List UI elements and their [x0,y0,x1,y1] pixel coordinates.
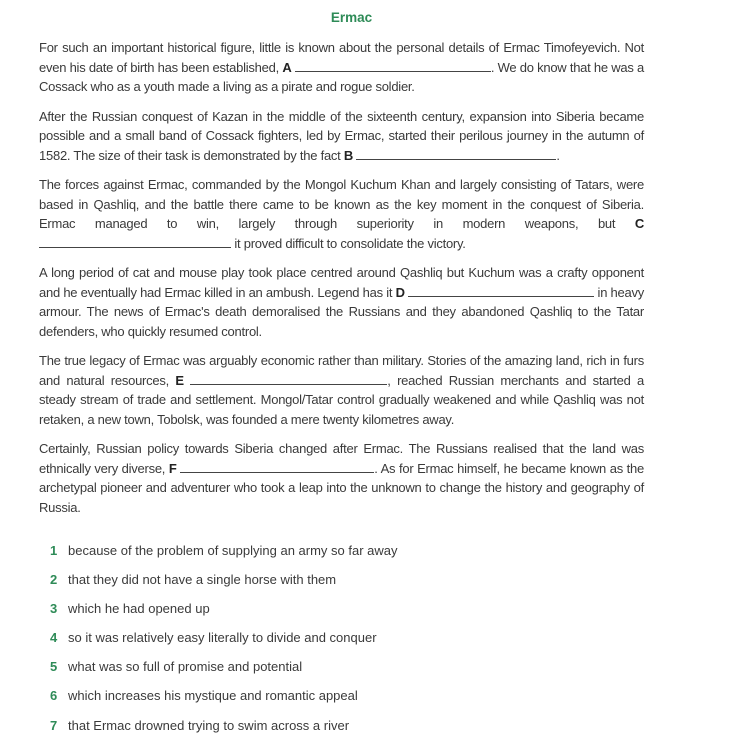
option-text: which he had opened up [68,601,210,617]
gap-blank-b[interactable] [356,146,556,160]
gap-label-c: C [634,216,644,231]
gap-label-d: D [395,284,405,300]
gap-blank-a[interactable] [295,58,491,72]
paragraph-text: A long period of cat and mouse play took place centred around Qashliq but Kuchum was a crafty opponent and he eventually had Ermac killed in an ambush. Legend has it [39,265,644,300]
paragraph-text: The true legacy of Ermac was arguably economic rather than military. Stories of the amazing land, rich in furs and natural resources, [39,353,644,388]
option-number: 2 [50,572,58,588]
option-item[interactable] [50,686,398,715]
option-number: 7 [50,717,58,733]
option-item[interactable] [50,570,398,599]
article-body [39,38,644,527]
option-item[interactable] [50,628,398,657]
option-text: that they did not have a single horse with them [68,572,337,588]
paragraph-b [39,107,644,166]
option-item[interactable] [50,657,398,686]
gap-blank-e[interactable] [190,371,387,385]
paragraph-text: it proved difficult to consolidate the victory. [231,235,466,251]
paragraph-a [39,38,644,97]
paragraph-text: Certainly, Russian policy towards Siberia changed after Ermac. The Russians realised that the land was ethnically very diverse, [39,441,644,476]
option-text: what was so full of promise and potential [68,659,303,675]
gap-label-f: F [168,460,177,476]
option-number: 3 [50,601,58,617]
paragraph-e [39,351,644,429]
option-item[interactable] [50,716,398,745]
gap-blank-d[interactable] [408,283,594,297]
gap-label-a: A [282,59,292,75]
gap-label-e: E [175,372,184,388]
paragraph-text: . [556,147,560,163]
answer-options-list [50,541,398,745]
option-item[interactable] [50,599,398,628]
paragraph-text: For such an important historical figure, little is known about the personal details of Ermac Timofeyevich. Not even his date of birth has been established, [39,40,644,75]
gap-blank-f[interactable] [180,459,374,473]
paragraph-text: in heavy armour. The news of Ermac's death demoralised the Russians and they abandoned Qashliq to the Tatar defenders, who quickly resumed control. [39,284,644,339]
paragraph-text: . We do know that he was a Cossack who as a youth made a living as a pirate and rogue soldier. [39,59,644,94]
option-text: because of the problem of supplying an army so far away [68,543,398,558]
option-number: 4 [50,630,58,646]
option-text: that Ermac drowned trying to swim across a river [68,717,350,733]
paragraph-text: After the Russian conquest of Kazan in the middle of the sixteenth century, expansion into Siberia became possible and a small band of Cossack fighters, led by Ermac, started their perilous journey in the autumn of 1582. The size of their task is demonstrated by the fact [39,108,644,163]
paragraph-text: The forces against Ermac, commanded by the Mongol Kuchum Khan and largely consisting of Tatars, were based in Qashliq, and the battle there came to be known as the key moment in the conquest of Siberia. Ermac managed to win, largely through superiority in modern weapons, but [39,177,644,231]
option-text: which increases his mystique and romantic appeal [68,688,358,704]
paragraph-f [39,439,644,517]
gap-label-b: B [343,147,354,163]
paragraph-text: , reached Russian merchants and started a steady stream of trade and settlement. Mongol/Tatar control gradually weakened and while Qashliq was not retaken, a new town, Tobolsk, was founded a mere twenty kilometres away. [39,372,644,427]
option-number: 6 [50,688,58,704]
option-number: 1 [50,543,58,558]
article-title: Ermac [330,10,373,25]
option-item[interactable] [50,541,398,570]
gap-blank-c[interactable] [39,234,231,248]
option-text: so it was relatively easy literally to divide and conquer [68,630,377,646]
option-number: 5 [50,659,58,675]
paragraph-c [39,175,644,253]
paragraph-d [39,263,644,341]
paragraph-text: . As for Ermac himself, he became known as the archetypal pioneer and adventurer who took a leap into the unknown to change the history and geography of Russia. [39,460,644,515]
